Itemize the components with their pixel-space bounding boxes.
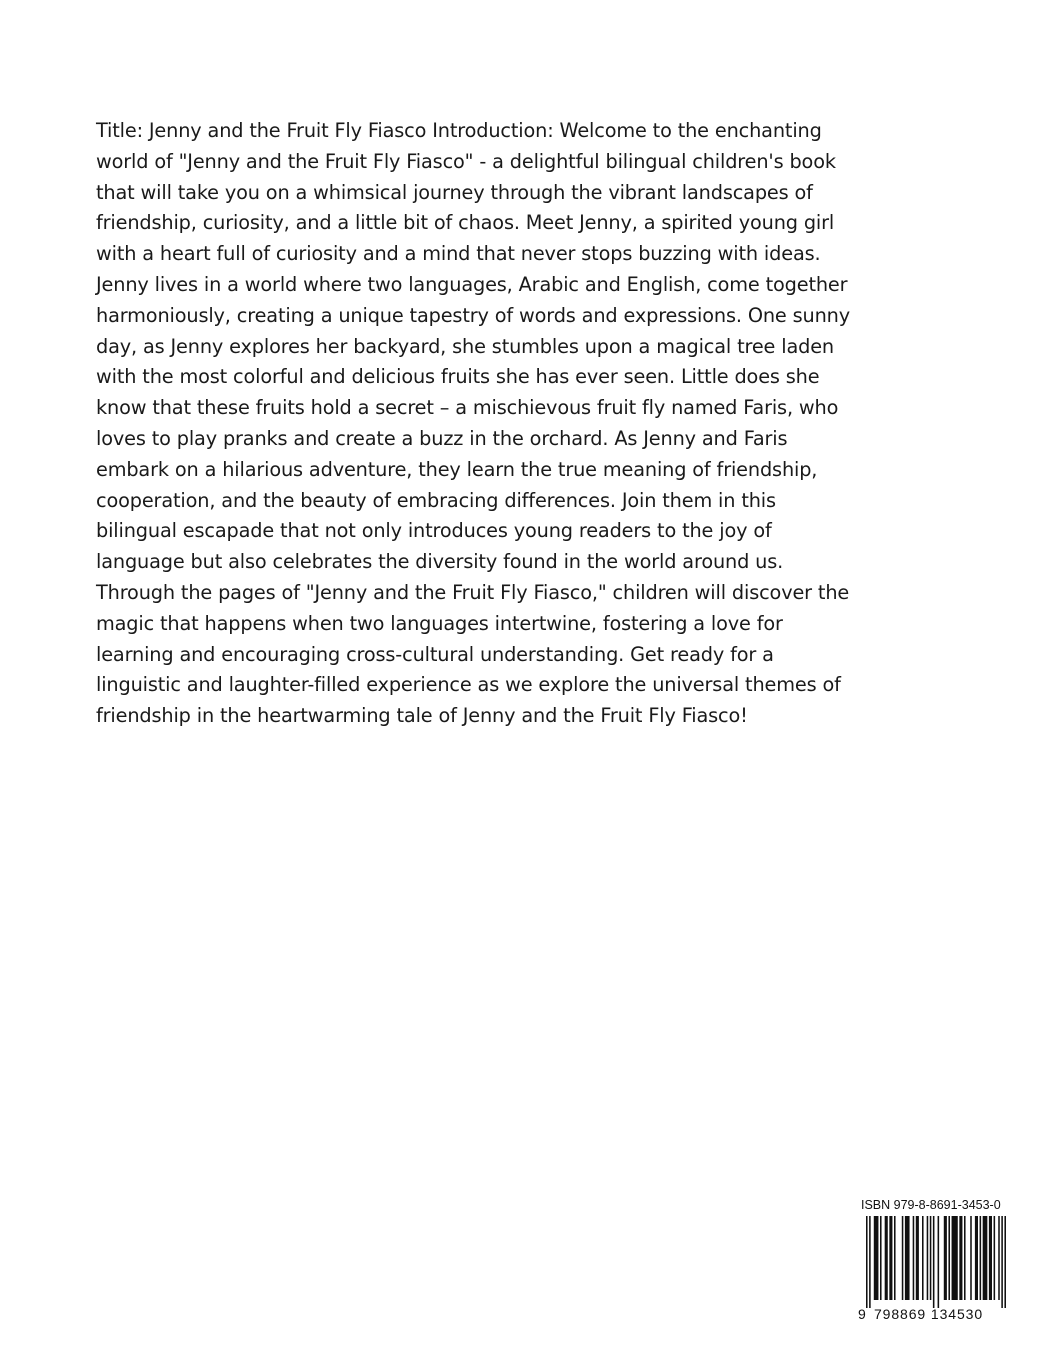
barcode-bar: [948, 1216, 950, 1300]
blurb-line: language but also celebrates the diversity found in the world around us.: [96, 550, 784, 574]
barcode-bar: [905, 1216, 910, 1300]
blurb-line: loves to play pranks and create a buzz in the orchard. As Jenny and Faris: [96, 426, 788, 450]
barcode-bar: [880, 1216, 882, 1300]
barcode-bar: [894, 1216, 896, 1300]
barcode-bar: [980, 1216, 982, 1300]
barcode-bar: [927, 1216, 929, 1300]
barcode-bar: [902, 1216, 904, 1300]
blurb-line: friendship in the heartwarming tale of Jenny and the Fruit Fly Fiasco!: [96, 704, 748, 728]
blurb-line: friendship, curiosity, and a little bit of chaos. Meet Jenny, a spirited young girl: [96, 211, 835, 235]
barcode-bar: [869, 1216, 871, 1308]
blurb-line: Title: Jenny and the Fruit Fly Fiasco Introduction: Welcome to the enchanting: [96, 119, 822, 142]
barcode-bar: [983, 1216, 988, 1300]
barcode-bar: [952, 1216, 958, 1300]
blurb-line: Jenny lives in a world where two languages, Arabic and English, come together: [96, 272, 848, 296]
barcode-bar: [933, 1216, 935, 1308]
blurb-line: world of "Jenny and the Fruit Fly Fiasco" - a delightful bilingual children's book: [96, 149, 836, 173]
blurb-line: bilingual escapade that not only introduces young readers to the joy of: [96, 519, 772, 543]
barcode-first-digit: 9: [858, 1306, 866, 1322]
blurb-line: embark on a hilarious adventure, they learn the true meaning of friendship,: [96, 457, 818, 481]
barcode-bar: [989, 1216, 992, 1300]
barcode-bar: [970, 1216, 972, 1300]
barcode-bar: [866, 1216, 868, 1308]
barcode-bar: [913, 1216, 915, 1300]
barcode-bar: [922, 1216, 924, 1300]
barcode-bar: [885, 1216, 888, 1300]
blurb-line: know that these fruits hold a secret – a mischievous fruit fly named Faris, who: [96, 396, 839, 420]
blurb-line: magic that happens when two languages intertwine, fostering a love for: [96, 611, 783, 635]
blurb-line: cooperation, and the beauty of embracing differences. Join them in this: [96, 488, 776, 512]
barcode-bar: [938, 1216, 940, 1308]
barcode-icon: [866, 1216, 1006, 1308]
barcode-bar: [959, 1216, 962, 1300]
isbn-label: ISBN 979-8-8691-3453-0: [861, 1198, 1001, 1212]
barcode-bar: [1004, 1216, 1006, 1308]
barcode-bar: [874, 1216, 879, 1300]
back-cover-blurb: [96, 116, 926, 732]
blurb-line: with a heart full of curiosity and a mind that never stops buzzing with ideas.: [96, 242, 821, 266]
blurb-line: learning and encouraging cross-cultural understanding. Get ready for a: [96, 642, 774, 666]
blurb-line: that will take you on a whimsical journey through the vibrant landscapes of: [96, 180, 813, 204]
barcode-bar: [916, 1216, 919, 1300]
blurb-line: harmoniously, creating a unique tapestry of words and expressions. One sunny: [96, 303, 850, 327]
barcode-bar: [975, 1216, 978, 1300]
barcode-bar: [930, 1216, 932, 1300]
barcode-bar: [889, 1216, 892, 1300]
blurb-line: with the most colorful and delicious fruits she has ever seen. Little does she: [96, 365, 820, 389]
blurb-line: linguistic and laughter-filled experience as we explore the universal themes of: [96, 673, 841, 697]
blurb-line: day, as Jenny explores her backyard, she stumbles upon a magical tree laden: [96, 334, 834, 358]
barcode-digit-groups: 798869 134530: [874, 1306, 984, 1322]
isbn-barcode-block: [858, 1198, 1008, 1328]
barcode-bar: [998, 1216, 1000, 1300]
barcode-bar: [994, 1216, 996, 1300]
barcode-bar: [1001, 1216, 1003, 1308]
blurb-line: Through the pages of "Jenny and the Fruit Fly Fiasco," children will discover the: [96, 580, 850, 604]
barcode-bar: [944, 1216, 947, 1300]
barcode-bar: [964, 1216, 966, 1300]
